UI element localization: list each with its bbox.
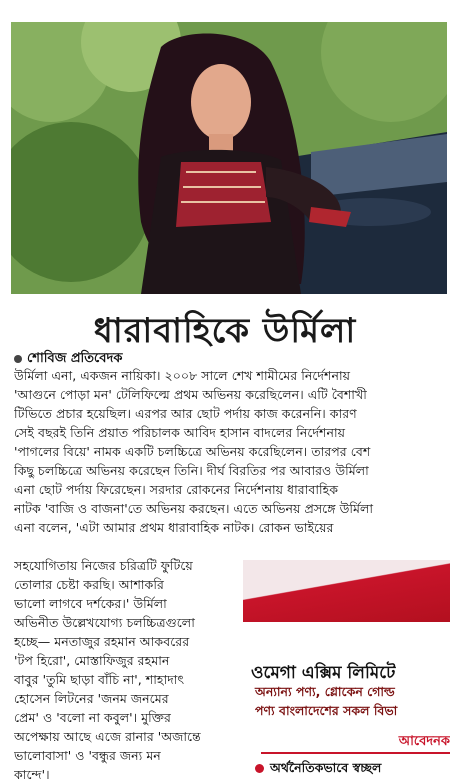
body-line: ভালো লাগবে দর্শকের।' উর্মিলা [14, 596, 167, 611]
ad-title: ওমেগা এক্সিম লিমিটে [251, 663, 396, 683]
ad-bullet-text: অর্থনৈতিকভাবে স্বচ্ছল [270, 760, 382, 775]
body-line: এনা বলেন, 'এটা আমার প্রথম ধারাবাহিক নাটক। রোকন ভাইয়ের [14, 520, 334, 535]
body-line: উর্মিলা এনা, একজন নায়িকা। ২০০৮ সালে শেখ শামীমের নির্দেশনায় [14, 368, 351, 383]
body-line: তোলার চেষ্টা করছি। আশাকরি [14, 577, 164, 592]
body-line: 'আগুনে পোড়া মন' টেলিফিল্মে প্রথম অভিনয় করেছিলেন। এটি বৈশাখী [14, 387, 367, 402]
body-line: 'টপ হিরো', মোস্তাফিজুর রহমান [14, 653, 170, 668]
body-line: এনা ছোট পর্দায় ফিরেছেন। সরদার রোকনের নির্দেশনায় ধারাবাহিক [14, 482, 339, 497]
body-line: সহযোগিতায় নিজের চরিত্রটি ফুটিয়ে [14, 558, 193, 573]
body-line: ভালোবাসা' ও 'বন্ধুর জন্য মন [14, 748, 161, 763]
body-line: কান্দে'। [14, 767, 50, 782]
body-line: প্রেম' ও 'বলো না কবুল'। মুক্তির [14, 710, 171, 725]
body-line: অভিনীত উল্লেখযোগ্য চলচ্চিত্রগুলো [14, 615, 195, 630]
body-line: নাটক 'বাজি ও বাজনা'তে অভিনয় করছেন। এতে অভিনয় প্রসঙ্গে উর্মিলা [14, 501, 374, 516]
bullet-icon [255, 764, 264, 773]
body-line: টিভিতে প্রচার হয়েছিল। এরপর আর ছোট পর্দায় কাজ করেননি। কারণ [14, 406, 357, 421]
article-body-narrow [14, 556, 242, 784]
body-line: কিছু চলচ্চিত্রে অভিনয় করেছেন তিনি। দীর্ঘ বিরতির পর আবারও উর্মিলা [14, 463, 369, 478]
bullet-icon [14, 355, 22, 363]
ad-line: পণ্য বাংলাদেশের সকল বিভা [255, 703, 398, 718]
ad-bullet-item [255, 760, 381, 780]
advertisement[interactable] [243, 560, 450, 783]
ad-apply-text: আবেদনক [398, 734, 450, 749]
ad-banner-band [243, 560, 450, 622]
ad-apply-heading [261, 732, 450, 754]
ad-line: অন্যান্য পণ্য, গ্লোকেন গোল্ড [255, 684, 395, 699]
body-line: বাবুর 'তুমি ছাড়া বাঁচি না', শাহাদাৎ [14, 672, 185, 687]
body-line: হোসেন লিটনের 'জনম জনমের [14, 691, 169, 706]
byline-text: শোবিজ প্রতিবেদক [27, 351, 123, 366]
body-line: সেই বছরই তিনি প্রয়াত পরিচালক আবিদ হাসান বাদলের নির্দেশনায় [14, 425, 346, 440]
body-line: হচ্ছে— মনতাজুর রহমান আকবরের [14, 634, 190, 649]
article-photo [11, 22, 447, 294]
article-body-full [14, 366, 446, 537]
body-line: অপেক্ষায় আছে এজে রানার 'অজান্তে [14, 729, 201, 744]
article-headline: ধারাবাহিকে উর্মিলা [93, 311, 357, 351]
body-line: 'পাগলের বিয়ে' নামক একটি চলচ্চিত্রে অভিনয় করেছিলেন। তারপর বেশ [14, 444, 371, 459]
